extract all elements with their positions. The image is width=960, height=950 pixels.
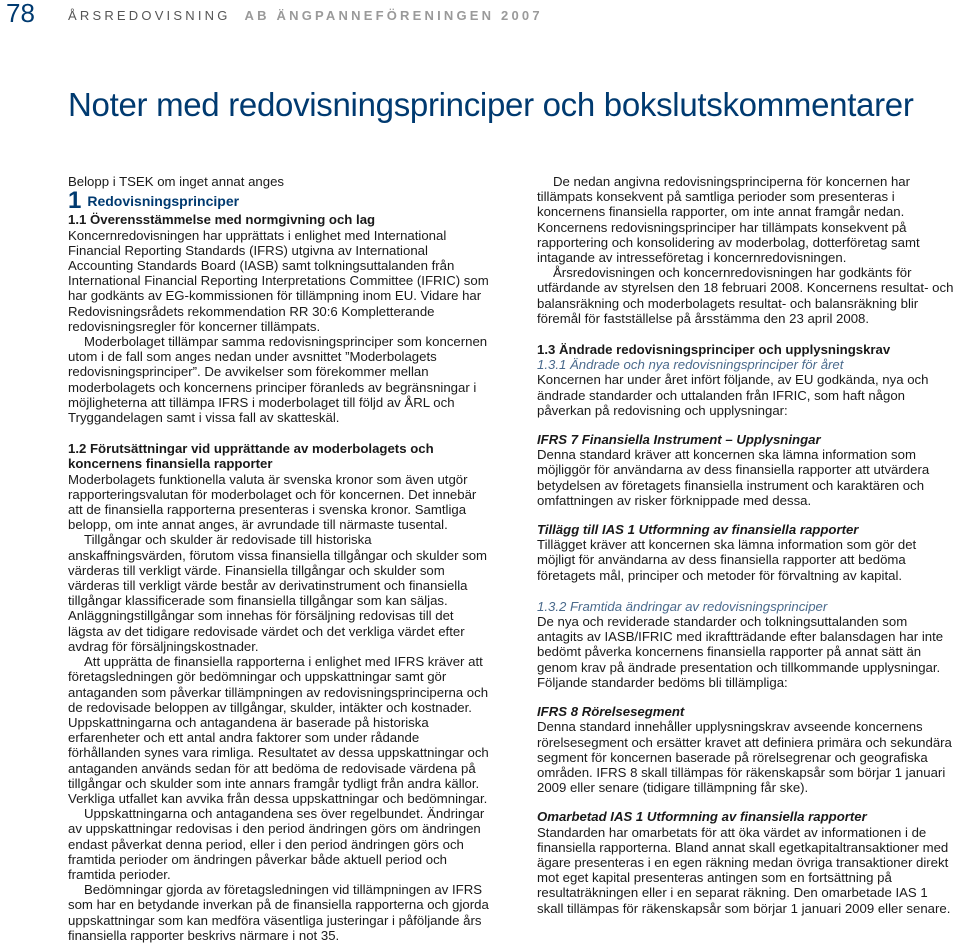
section-1-2-paragraph: Tillgångar och skulder är redovisade till historiska anskaffningsvärden, förutom vissa finansiella tillgångar och skulder som värderas till verkligt värde. Finansiella tillgångar och skulder som värderas till verkligt värde består av derivatinstrument och finansiella tillgångar klassificerade som finansiella tillgångar som kan säljas. Anläggningstillgångar som innehas för försäljning redovisas till det lägsta av det tidigare redovisade värdet och det verkliga värdet efter avdrag för försäljningskostnader. (68, 532, 488, 654)
section-1-number: 1 (68, 187, 82, 215)
principles-paragraph: De nedan angivna redovisningsprinciperna för koncernen har tillämpats konsekvent på samtliga perioder som presenteras i koncernens finansiella rapporter, om inte annat framgår nedan. Koncernens redovisningsprinciper har tillämpats konsekvent på rapportering och konsolidering av moderbolag, dotterföretag samt intagande av intresseföretag i koncernredovisningen. (537, 174, 920, 266)
right-column (537, 174, 957, 916)
section-1-2-paragraph: Att upprätta de finansiella rapporterna i enlighet med IFRS kräver att företagsledningen gör bedömningar och uppskattningar samt gör antaganden som påverkar tillämpningen av redovisningsprinciperna och de redovisade beloppen av tillgångar, skulder, intäkter och kostnader. Uppskattningarna och antagandena är baserade på historiska erfarenheter och ett antal andra faktorer som under rådande förhållanden synes vara rimliga. Resultatet av dessa uppskattningar och antaganden används sedan för att bedöma de redovisade värdena på tillgångar och skulder som inte annars framgår tydligt från andra källor. Verkliga utfallet kan avvika från dessa uppskattningar och bedömningar. (68, 654, 489, 806)
section-1-3-2-title: 1.3.2 Framtida ändringar av redovisningsprinciper (537, 598, 828, 614)
section-1-1-title: 1.1 Överensstämmelse med normgivning och lag (68, 212, 376, 228)
left-column (68, 174, 492, 943)
page-title: Noter med redovisningsprinciper och bokslutskommentarer (68, 86, 914, 123)
ifrs8-paragraph: Denna standard innehåller upplysningskrav avseende koncernens rörelsesegment och ersätter kravet att definiera primära och sekundära segment för koncernen baserade på rörelsegrenar och geografiska områden. IFRS 8 skall tillämpas för räkenskapsår som börjar 1 januari 2009 eller senare (tidigare tillämpning får ske). (537, 719, 952, 796)
section-1-3-1-paragraph: Koncernen har under året infört följande, av EU godkända, nya och ändrade standarder och uttalanden från IFRIC, som haft någon påverkan på redovisning och upplysningar: (537, 372, 929, 418)
section-1-heading (68, 187, 492, 215)
running-org: AB ÄNGPANNEFÖRENINGEN 2007 (244, 8, 543, 23)
ias1-amendment-title: Tillägg till IAS 1 Utformning av finansiella rapporter (537, 522, 859, 538)
section-1-3-2-paragraph: De nya och reviderade standarder och tolkningsuttalanden som antagits av IASB/IFRIC med ikraftträdande efter balansdagen har inte bedömt påverka koncernens finansiella rapporter på annat sätt än genom krav på ändrade presentation och tillkommande upplysningar. Följande standarder bedöms bli tillämpliga: (537, 614, 944, 690)
section-1-2-paragraph: Moderbolagets funktionella valuta är svenska kronor som även utgör rapporteringsvalutan för moderbolaget och för koncernen. Det innebär att de finansiella rapporterna presenteras i svenska kronor. Samtliga belopp, om inte annat anges, är avrundade till närmaste tusental. (68, 471, 477, 533)
ifrs8-title: IFRS 8 Rörelsesegment (537, 704, 685, 720)
section-1-3-1-title: 1.3.1 Ändrade och nya redovisningsprinciper för året (537, 357, 844, 373)
page-number: 78 (6, 0, 35, 28)
approval-paragraph: Årsredovisningen och koncernredovisningen har godkänts för utfärdande av styrelsen den 18 februari 2008. Koncernens resultat- och balansräkning och moderbolagets resultat- och balansräkning blir föremål för fastställelse på årsstämma den 23 april 2008. (537, 265, 954, 326)
ias1-revised-title: Omarbetad IAS 1 Utformning av finansiella rapporter (537, 809, 867, 825)
section-1-1-paragraph: Koncernredovisningen har upprättats i enlighet med International Financial Reporting Standards (IFRS) utgivna av International Accounting Standards Board (IASB) samt tolkningsuttalanden från International Financial Reporting Interpretations Committee (IFRIC) som har godkänts av EG-kommissionen för tillämpning inom EU. Vidare har Redovisningsrådets rekommendation RR 30:6 Kompletterande redovisningsregler för koncerner tillämpats. (68, 227, 489, 334)
running-title: ÅRSREDOVISNING (68, 8, 231, 23)
section-1-2-paragraph: Bedömningar gjorda av företagsledningen vid tillämpningen av IFRS som har en betydande inverkan på de finansiella rapporterna och gjorda uppskattningar som kan medföra väsentliga justeringar i påföljande års finansiella rapporter beskrivs närmare i not 35. (68, 882, 489, 943)
section-1-title: Redovisningsprinciper (87, 193, 240, 210)
running-header (68, 8, 543, 23)
section-1-2-paragraph: Uppskattningarna och antagandena ses över regelbundet. Ändringar av uppskattningar redovisas i den period ändringen görs om ändringen endast påverkat denna period, eller i den period ändringen görs och framtida perioder om ändringen påverkar både aktuell period och framtida perioder. (68, 806, 485, 882)
section-1-3-title: 1.3 Ändrade redovisningsprinciper och upplysningskrav (537, 342, 891, 358)
section-1-2-title: 1.2 Förutsättningar vid upprättande av moderbolagets och koncernens finansiella rapporter (68, 441, 434, 472)
ias1-revised-paragraph: Standarden har omarbetats för att öka värdet av informationen i de finansiella rapporterna. Bland annat skall egetkapitaltransaktioner med ägare presenteras i en egen räkning medan övriga transaktioner direkt mot eget kapital presenteras antingen som en fortsättning på resultaträkningen eller i en separat räkning. Den omarbetade IAS 1 skall tillämpas för räkenskapsår som börjar 1 januari 2009 eller senare. (537, 824, 951, 916)
section-1-1-paragraph: Moderbolaget tillämpar samma redovisningsprinciper som koncernen utom i de fall som anges nedan under avsnittet ”Moderbolagets redovisningsprinciper”. De avvikelser som förekommer mellan moderbolagets och koncernens principer föranleds av begränsningar i möjligheterna att tillämpa IFRS i moderbolaget till följd av ÅRL och Tryggandelagen samt i vissa fall av skatteskäl. (68, 334, 488, 426)
page-header (0, 0, 960, 30)
ifrs7-paragraph: Denna standard kräver att koncernen ska lämna information som möjliggör för användarna av dess finansiella rapporter att utvärdera betydelsen av företagets finansiella instrument och karaktären och omfattningen av risker förknippade med dessa. (537, 447, 930, 508)
ifrs7-title: IFRS 7 Finansiella Instrument – Upplysningar (537, 432, 821, 448)
ias1-amendment-paragraph: Tillägget kräver att koncernen ska lämna information som gör det möjligt för användarna av dess finansiella rapporter att bedöma företagets mål, principer och metoder för förvaltning av kapital. (537, 537, 917, 583)
amount-note: Belopp i TSEK om inget annat anges (68, 174, 285, 189)
